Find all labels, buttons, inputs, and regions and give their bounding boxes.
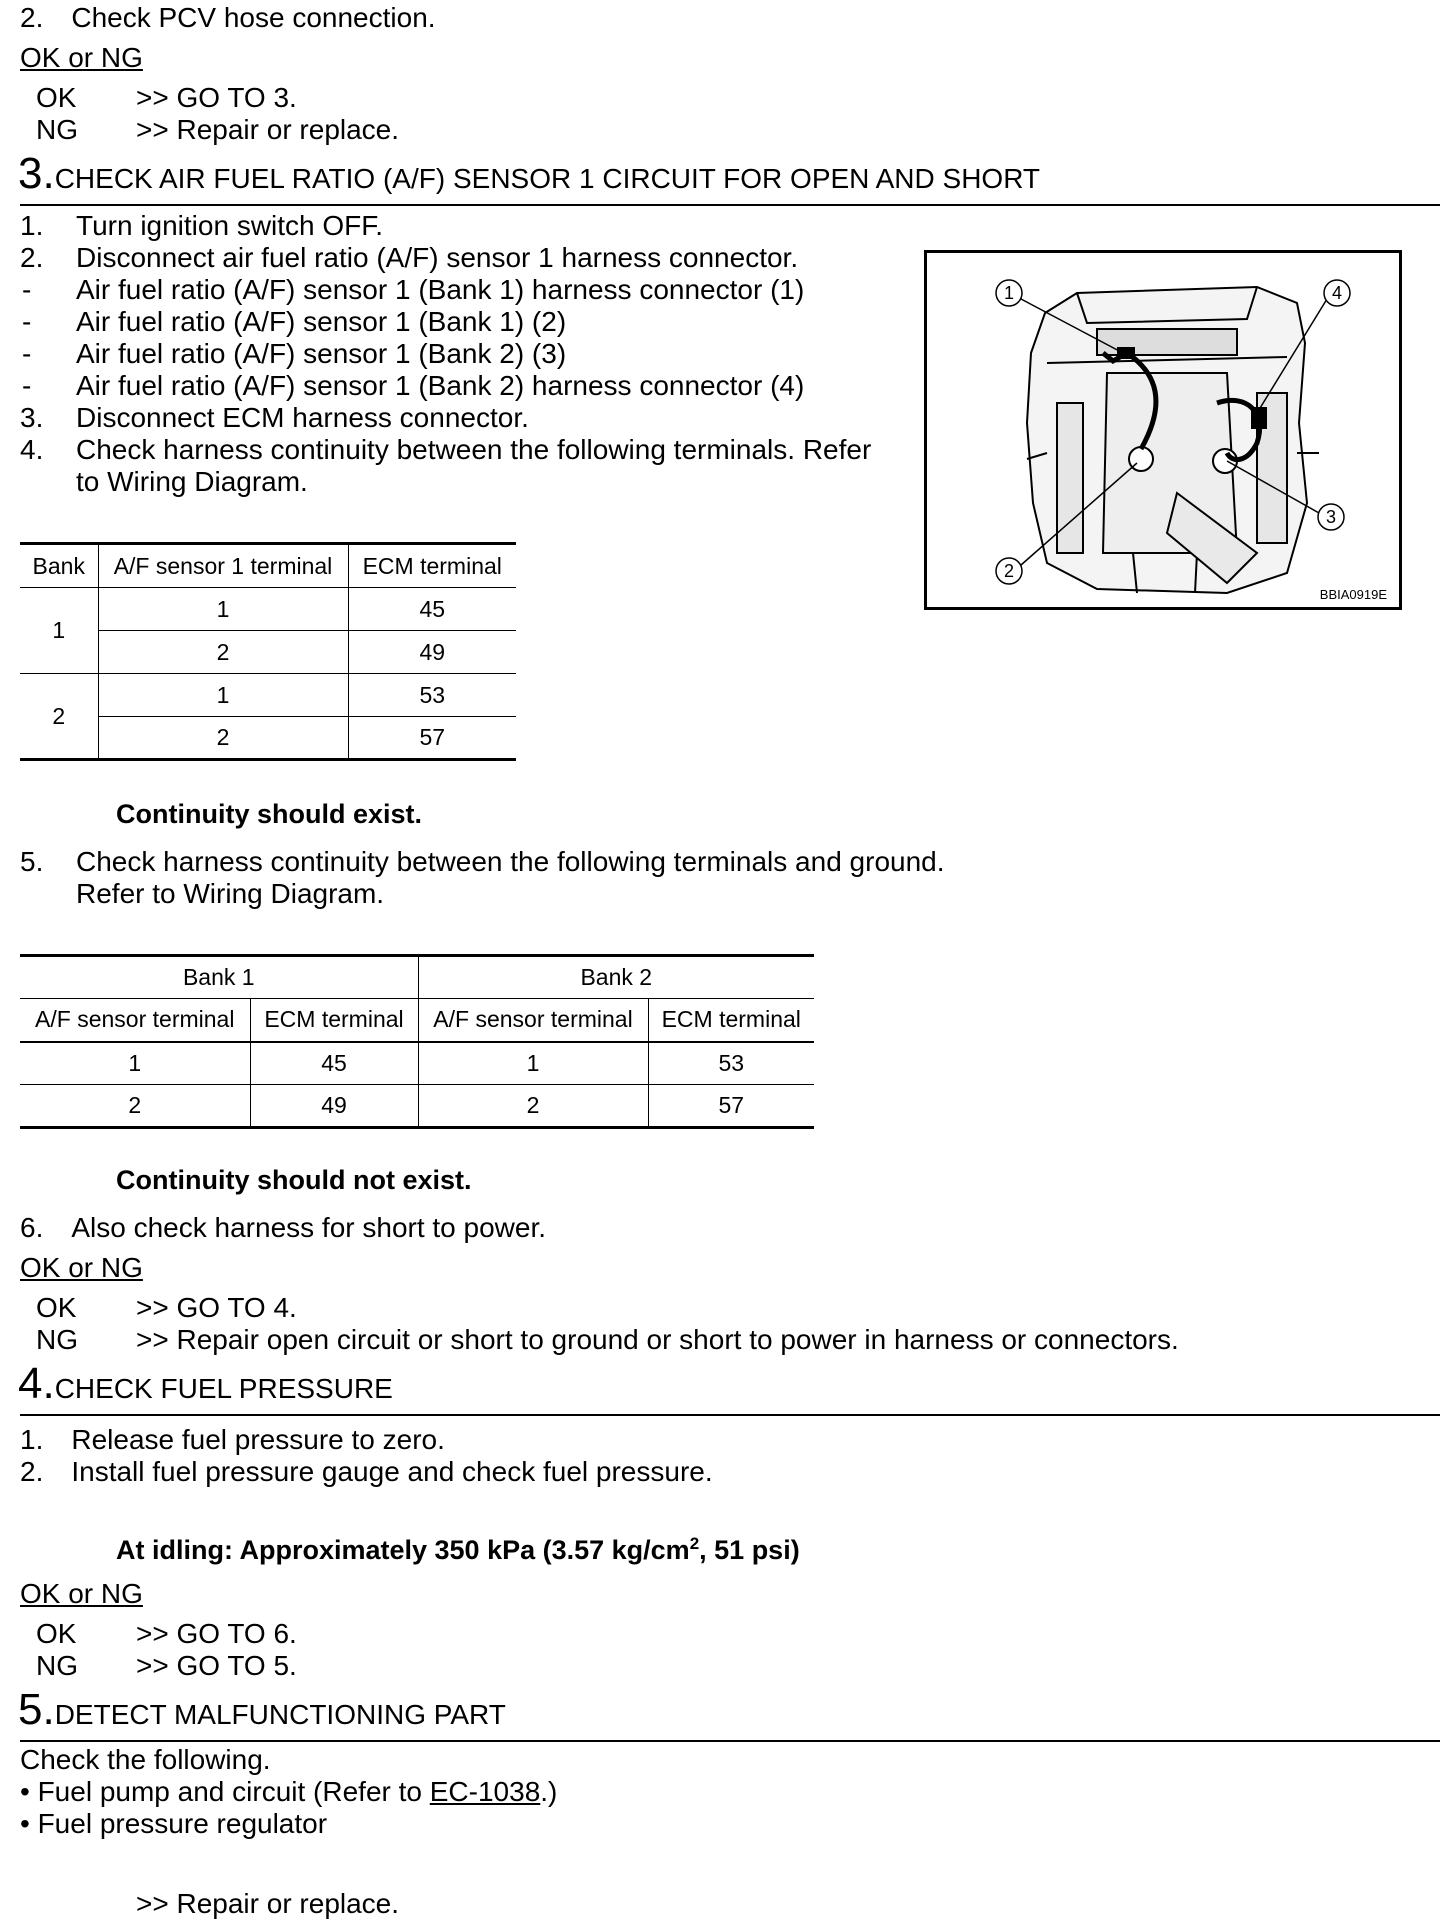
continuity-table xyxy=(20,542,516,761)
item-text: Check harness continuity between the following terminals and ground. xyxy=(76,846,945,877)
ok-text: >> GO TO 4. xyxy=(136,1292,297,1323)
item-text: Refer to Wiring Diagram. xyxy=(76,878,385,909)
table-row xyxy=(20,588,516,631)
af-cell: 2 xyxy=(98,631,348,674)
col-header: Bank xyxy=(20,544,98,588)
ecm-cell: 45 xyxy=(419,595,446,622)
col-header: A/F sensor 1 terminal xyxy=(98,544,348,588)
ng-label: NG xyxy=(36,1650,78,1681)
engine-sensor-figure xyxy=(924,250,1402,610)
callout-1: 1 xyxy=(1003,283,1015,303)
step3-number: 3. xyxy=(18,149,55,198)
item-number: 1. xyxy=(20,210,44,241)
table-cell: 1 xyxy=(20,1042,250,1085)
step4-heading xyxy=(18,1359,393,1408)
bullet-fuel-regulator: • Fuel pressure regulator xyxy=(20,1808,328,1839)
ng-text: >> Repair open circuit or short to ground or short to power in harness or connectors. xyxy=(136,1324,1179,1355)
col-header: ECM terminal xyxy=(661,1006,801,1033)
af-cell: 1 xyxy=(98,588,348,631)
item-number: 3. xyxy=(20,402,44,433)
figure-code: BBIA0919E xyxy=(1319,587,1387,602)
item-text: Disconnect ECM harness connector. xyxy=(76,402,529,433)
step5-title: DETECT MALFUNCTIONING PART xyxy=(54,1699,506,1730)
table-cell: 2 xyxy=(20,1085,250,1128)
step4-number: 4. xyxy=(18,1359,55,1408)
bullet-fuel-pump xyxy=(20,1776,557,1808)
item-text: Disconnect air fuel ratio (A/F) sensor 1 harness connector. xyxy=(76,242,799,273)
spec-text: At idling: Approximately 350 kPa (3.57 kg/cm xyxy=(116,1535,690,1565)
step3-title: CHECK AIR FUEL RATIO (A/F) SENSOR 1 CIRCUIT FOR OPEN AND SHORT xyxy=(54,163,1041,194)
spec-superscript: 2 xyxy=(689,1534,700,1553)
table-cell: 49 xyxy=(250,1085,418,1128)
table-cell: 1 xyxy=(418,1042,648,1085)
bullet-text: .) xyxy=(540,1776,558,1807)
callout-3: 3 xyxy=(1325,507,1337,527)
item-dash: - xyxy=(22,370,32,401)
item-text: 6. Also check harness for short to power. xyxy=(20,1212,547,1243)
ground-continuity-table xyxy=(20,954,814,1129)
ok-label: OK xyxy=(36,82,77,113)
table-cell: 2 xyxy=(418,1085,648,1128)
callout-4: 4 xyxy=(1331,283,1343,303)
callout-2: 2 xyxy=(1003,561,1015,581)
item-text: Air fuel ratio (A/F) sensor 1 (Bank 2) harness connector (4) xyxy=(76,370,805,401)
ok-or-ng-label: OK or NG xyxy=(20,42,143,73)
item-text: to Wiring Diagram. xyxy=(76,466,308,497)
table-cell: 57 xyxy=(718,1092,745,1118)
item-dash: - xyxy=(22,274,32,305)
ec-1038-link[interactable]: EC-1038 xyxy=(429,1776,541,1807)
check-following: Check the following. xyxy=(20,1744,271,1775)
item-text: Air fuel ratio (A/F) sensor 1 (Bank 2) (3) xyxy=(76,338,567,369)
group-header: Bank 1 xyxy=(20,956,418,999)
ng-text: >> Repair or replace. xyxy=(136,114,400,145)
step4-rule xyxy=(20,1414,1440,1416)
item-number: 4. xyxy=(20,434,44,465)
step4-title: CHECK FUEL PRESSURE xyxy=(54,1373,393,1404)
ok-label: OK xyxy=(36,1618,77,1649)
spec-text: , 51 psi) xyxy=(699,1535,800,1565)
item-dash: - xyxy=(22,306,32,337)
item-text: Air fuel ratio (A/F) sensor 1 (Bank 1) harness connector (1) xyxy=(76,274,805,305)
engine-diagram-illustration xyxy=(927,253,1399,607)
table-row xyxy=(20,1085,814,1128)
table-row xyxy=(20,674,516,717)
item-text: Turn ignition switch OFF. xyxy=(76,210,384,241)
table-row xyxy=(20,1042,814,1085)
af-cell: 2 xyxy=(98,717,348,760)
af-cell: 1 xyxy=(98,674,348,717)
item-text: Air fuel ratio (A/F) sensor 1 (Bank 1) (2) xyxy=(76,306,567,337)
step2-item: 2. Check PCV hose connection. xyxy=(20,2,436,33)
bullet-text: • Fuel pump and circuit (Refer to xyxy=(20,1776,430,1807)
step5-rule xyxy=(20,1740,1440,1742)
table-cell: 53 xyxy=(718,1049,745,1076)
ok-label: OK xyxy=(36,1292,77,1323)
col-header: A/F sensor terminal xyxy=(418,999,648,1042)
step3-heading xyxy=(18,149,1041,198)
item-number: 5. xyxy=(20,846,44,877)
item-number: 2. xyxy=(20,242,44,273)
ng-text: >> GO TO 5. xyxy=(136,1650,297,1681)
item-dash: - xyxy=(22,338,32,369)
col-header: A/F sensor terminal xyxy=(20,999,250,1042)
col-header: ECM terminal xyxy=(250,999,418,1042)
col-header: ECM terminal xyxy=(362,552,502,579)
spec-continuity-exist: Continuity should exist. xyxy=(116,799,423,829)
ok-text: >> GO TO 3. xyxy=(136,82,297,113)
ok-or-ng-label: OK or NG xyxy=(20,1252,143,1283)
ok-or-ng-label: OK or NG xyxy=(20,1578,143,1609)
group-header: Bank 2 xyxy=(580,964,653,990)
ng-label: NG xyxy=(36,114,78,145)
ok-text: >> GO TO 6. xyxy=(136,1618,297,1649)
item-text: Check harness continuity between the following terminals. Refer xyxy=(76,434,872,465)
final-action: >> Repair or replace. xyxy=(136,1888,400,1919)
item-text: 1. Release fuel pressure to zero. xyxy=(20,1424,445,1455)
ecm-cell: 53 xyxy=(419,681,446,708)
bank-cell: 2 xyxy=(20,674,98,760)
step5-heading xyxy=(18,1685,506,1734)
bank-cell: 1 xyxy=(20,588,98,674)
ecm-cell: 49 xyxy=(419,638,446,665)
spec-fuel-pressure xyxy=(116,1528,800,1566)
spec-continuity-not-exist: Continuity should not exist. xyxy=(116,1165,472,1195)
item-text: 2. Install fuel pressure gauge and check fuel pressure. xyxy=(20,1456,713,1487)
table-cell: 45 xyxy=(250,1042,418,1085)
ecm-cell: 57 xyxy=(419,724,446,750)
step3-rule xyxy=(20,204,1440,206)
ng-label: NG xyxy=(36,1324,78,1355)
step5-number: 5. xyxy=(18,1685,55,1734)
